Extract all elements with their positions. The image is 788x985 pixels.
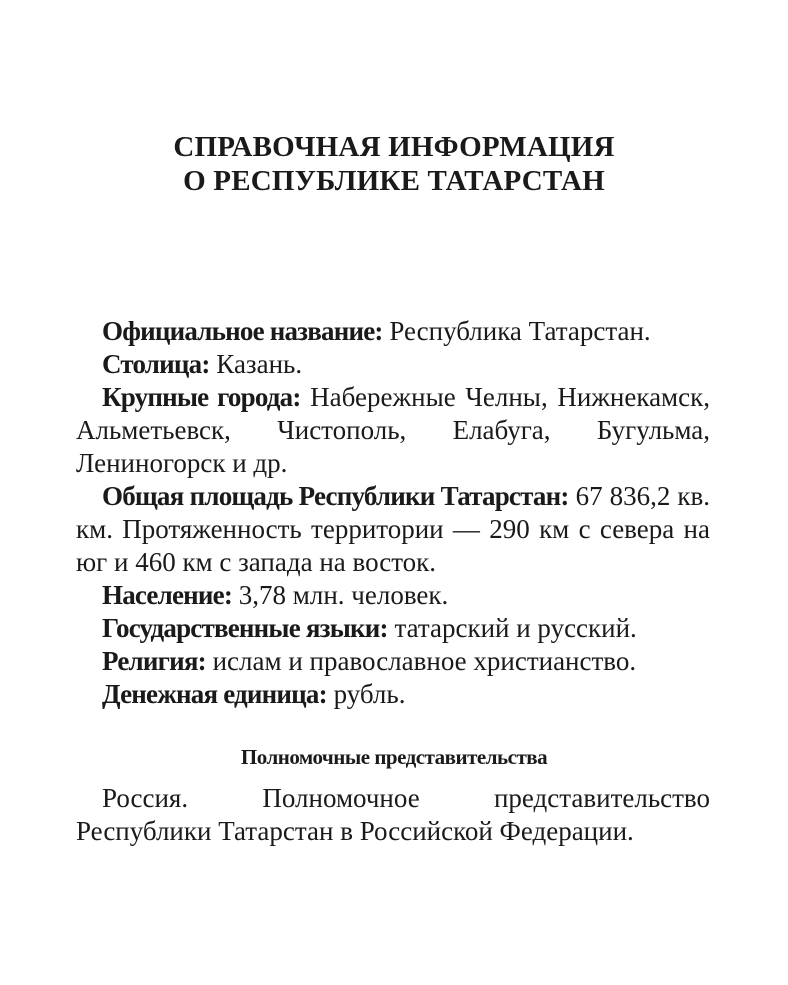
section-paragraph: Россия. Полномочное представительство Республики Татарстан в Российской Федерации. — [76, 783, 710, 846]
fact-label: Общая площадь Республики Татарстан: — [102, 481, 569, 511]
fact-value: 3,78 млн. человек. — [232, 580, 449, 610]
fact-label: Религия: — [102, 646, 206, 676]
fact-religion — [76, 645, 710, 678]
fact-value: Набережные Челны, Нижнекамск, Альметьевск, Чистополь, Елабуга, Бугульма, Лениногорск и др. — [76, 382, 710, 478]
fact-label: Население: — [102, 580, 233, 610]
section-body — [76, 782, 710, 848]
fact-capital — [76, 348, 710, 381]
fact-label: Столица: — [102, 349, 210, 379]
fact-total-area — [76, 480, 710, 579]
fact-major-cities — [76, 381, 710, 480]
fact-label: Официальное название: — [102, 316, 383, 346]
fact-value: 67 836,2 кв. км. Протяженность территории — 290 км с севера на юг и 460 км с запада на восток. — [76, 481, 710, 577]
fact-value: рубль. — [326, 679, 406, 709]
fact-label: Государственные языки: — [102, 613, 388, 643]
section-heading: Полномочные представительства — [240, 745, 548, 769]
page-title-line-1: СПРАВОЧНАЯ ИНФОРМАЦИЯ — [173, 131, 615, 163]
fact-state-languages — [76, 612, 710, 645]
page-title — [0, 130, 788, 198]
fact-population — [76, 579, 710, 612]
fact-label: Денежная единица: — [102, 679, 327, 709]
fact-value: татарский и русский. — [387, 613, 637, 643]
fact-currency — [76, 678, 710, 711]
fact-value: Республика Татарстан. — [382, 316, 651, 346]
fact-official-name — [76, 315, 710, 348]
fact-label: Крупные города: — [102, 382, 301, 412]
fact-value: ислам и православное христианство. — [205, 646, 637, 676]
page-title-line-2: О РЕСПУБЛИКЕ ТАТАРСТАН — [183, 165, 605, 197]
fact-value: Казань. — [209, 349, 303, 379]
facts-block — [76, 315, 710, 711]
